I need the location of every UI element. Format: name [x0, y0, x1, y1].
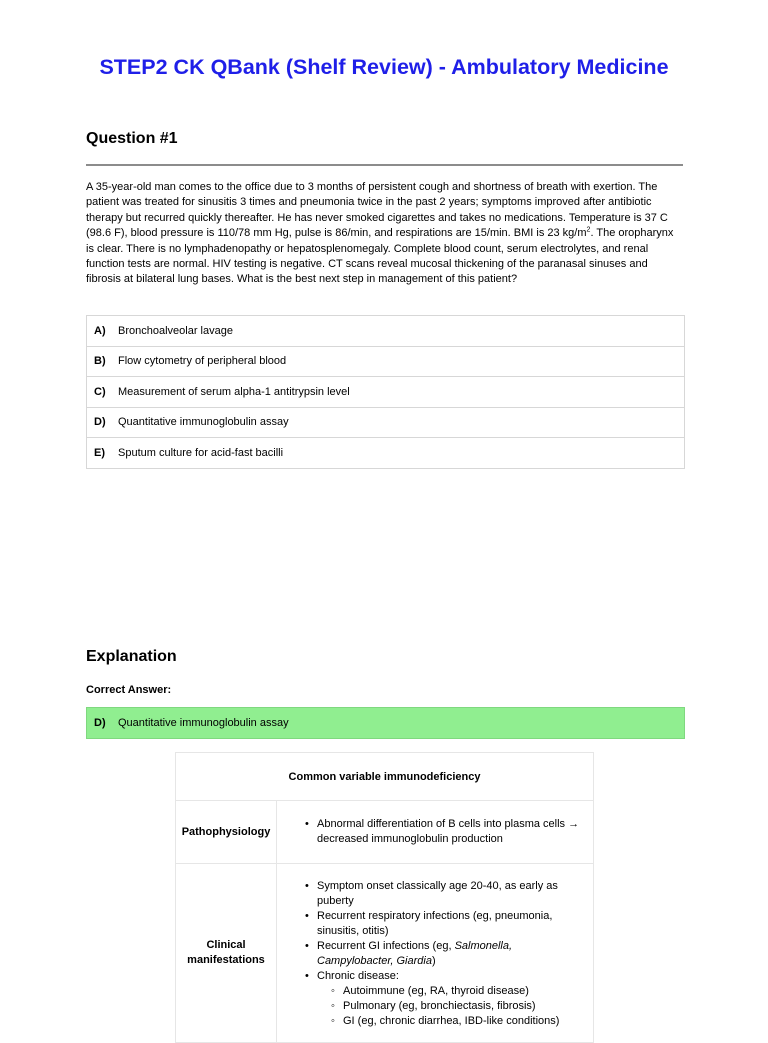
- choice-b[interactable]: [87, 347, 684, 378]
- choice-letter: A): [94, 324, 106, 337]
- list-item: ◦ GI (eg, chronic diarrhea, IBD-like conditions): [331, 1014, 585, 1029]
- question-stem: [86, 180, 684, 288]
- chronic-disease-label: Chronic disease:: [317, 970, 399, 982]
- pathophysiology-content: [277, 801, 594, 864]
- correct-answer-text: Quantitative immunoglobulin assay: [118, 717, 289, 729]
- chronic-disease-list: [331, 984, 585, 1029]
- pathophysiology-label: Pathophysiology: [176, 801, 277, 864]
- list-item: • Recurrent respiratory infections (eg, pneumonia, sinusitis, otitis): [305, 909, 585, 939]
- superscript-2: 2: [586, 226, 591, 234]
- document-title: STEP2 CK QBank (Shelf Review) - Ambulatory Medicine: [99, 55, 669, 79]
- choice-letter: C): [94, 385, 106, 398]
- question-stem-part-2: . The oropharynx is clear. There is no lymphadenopathy or hepatosplenomegaly. Complete blood count, serum electrolytes, and renal function tests are normal. HIV testing is negative. CT scans reveal mucosal thickening of the paranasal sinuses and fibrosis at bilateral lung bases. What is the best next step in management of this patient?: [86, 227, 674, 286]
- clinical-manifestations-content: [277, 864, 594, 1043]
- choice-text: Flow cytometry of peripheral blood: [118, 355, 287, 368]
- table-row: [176, 801, 594, 864]
- question-heading: Question #1: [86, 130, 178, 147]
- choice-text: Measurement of serum alpha-1 antitrypsin level: [118, 385, 350, 398]
- choice-a[interactable]: [87, 316, 684, 347]
- answer-choices: [86, 315, 685, 469]
- question-stem-part-1: A 35-year-old man comes to the office due to 3 months of persistent cough and shortness of breath with exertion. The patient was treated for sinusitis 3 times and pneumonia twice in the past 2 years; symptoms improved after antibiotic therapy but recurred quickly thereafter. He has never smoked cigarettes and takes no medications. Temperature is 37 C (98.6 F), blood pressure is 110/78 mm Hg, pulse is 86/min, and respirations are 15/min. BMI is 23 kg/m: [86, 181, 668, 240]
- table-title: Common variable immunodeficiency: [176, 753, 594, 801]
- list-item: ◦ Pulmonary (eg, bronchiectasis, fibrosis): [331, 999, 585, 1014]
- correct-answer-label: Correct Answer:: [86, 684, 172, 696]
- list-item: [305, 969, 585, 1029]
- choice-c[interactable]: [87, 377, 684, 408]
- table-title-row: [176, 753, 594, 801]
- explanation-heading: Explanation: [86, 648, 177, 665]
- choice-d[interactable]: [87, 408, 684, 439]
- choice-text: Quantitative immunoglobulin assay: [118, 416, 289, 429]
- clinical-manifestations-label: Clinical manifestations: [176, 864, 277, 1043]
- gi-prefix: Recurrent GI infections (eg,: [317, 940, 455, 952]
- correct-answer-box: [86, 707, 685, 739]
- correct-answer-letter: D): [94, 717, 106, 729]
- choice-letter: E): [94, 446, 105, 459]
- choice-letter: D): [94, 416, 106, 429]
- table-row: [176, 864, 594, 1043]
- gi-suffix: ): [431, 955, 436, 967]
- cvid-summary-table: [175, 752, 594, 1043]
- choice-text: Bronchoalveolar lavage: [118, 324, 233, 337]
- list-item: [305, 939, 585, 969]
- list-item: • Abnormal differentiation of B cells into plasma cells → decreased immunoglobulin production: [305, 817, 585, 847]
- list-item: ◦ Autoimmune (eg, RA, thyroid disease): [331, 984, 585, 999]
- list-item: • Symptom onset classically age 20-40, as early as puberty: [305, 879, 585, 909]
- section-divider: [86, 164, 683, 166]
- choice-text: Sputum culture for acid-fast bacilli: [118, 446, 284, 459]
- choice-e[interactable]: [87, 438, 684, 469]
- gi-organisms: Salmonella, Campylobacter, Giardia: [317, 940, 513, 967]
- choice-letter: B): [94, 355, 106, 368]
